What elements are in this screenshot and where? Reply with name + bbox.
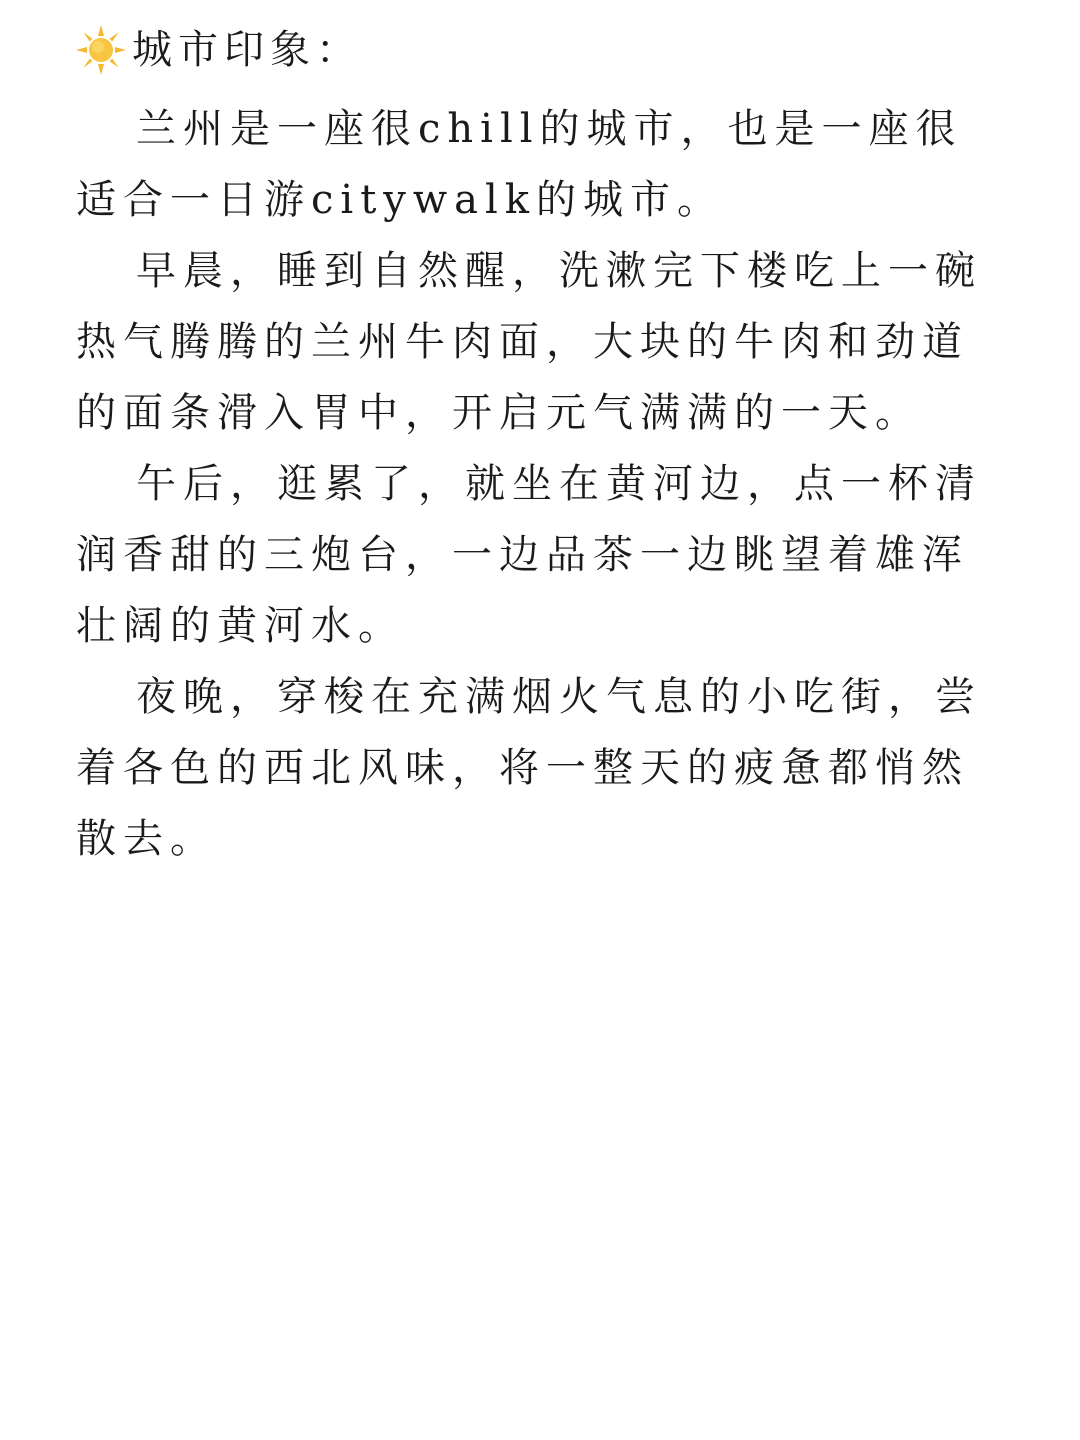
paragraph-morning: 早晨，睡到自然醒，洗漱完下楼吃上一碗热气腾腾的兰州牛肉面，大块的牛肉和劲道的面条滑入胃中，开启元气满满的一天。 [76,248,982,436]
sun-icon [74,23,128,77]
section-heading [74,22,362,78]
paragraph-intro: 兰州是一座很chill的城市，也是一座很适合一日游citywalk的城市。 [76,106,963,223]
paragraph-evening: 夜晚，穿梭在充满烟火气息的小吃街，尝着各色的西北风味，将一整天的疲惫都悄然散去。 [76,674,982,862]
heading-title: 城市印象： [132,27,362,73]
paragraph-afternoon: 午后，逛累了，就坐在黄河边，点一杯清润香甜的三炮台，一边品茶一边眺望着雄浑壮阔的黄河水。 [76,461,982,649]
article-body [76,94,1006,875]
